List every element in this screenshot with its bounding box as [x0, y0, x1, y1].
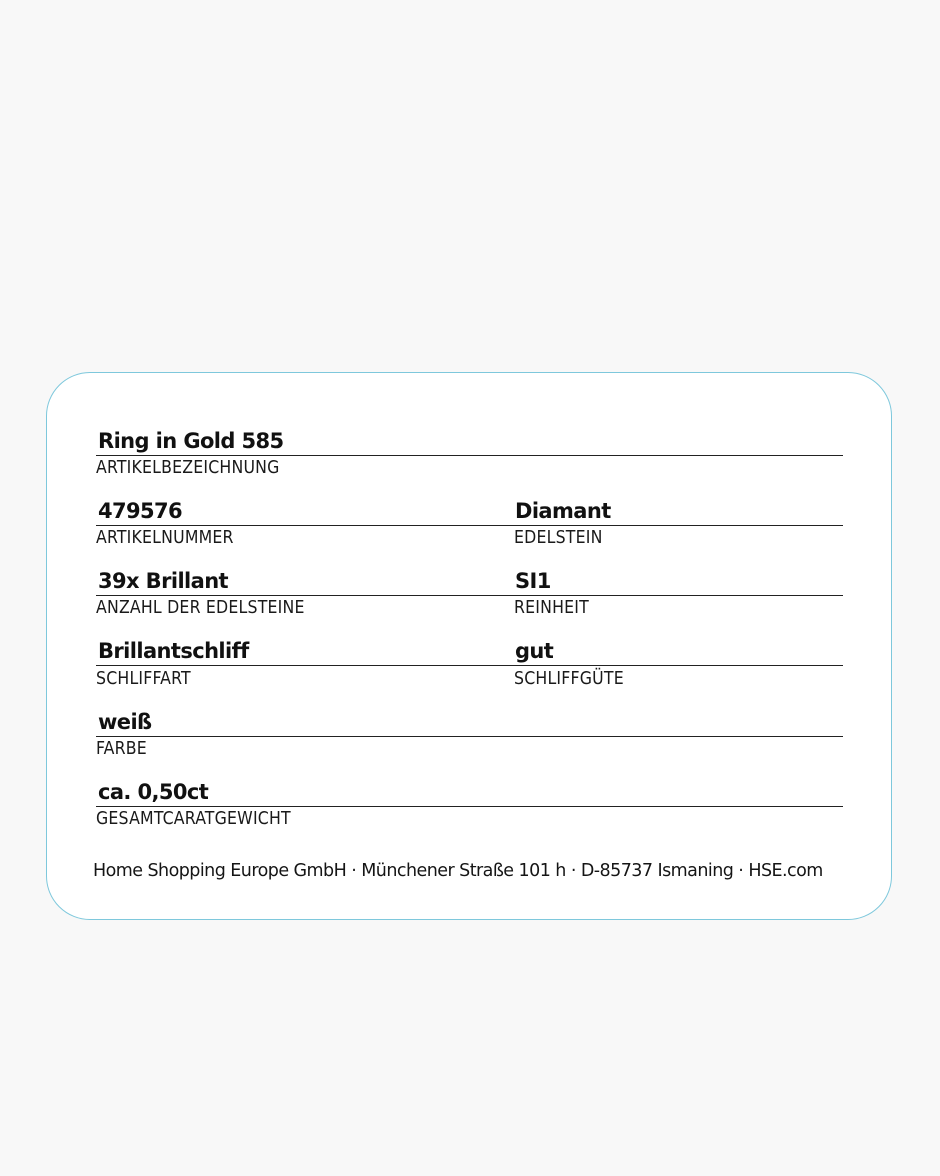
- gemstone-count-field: [96, 560, 514, 596]
- divider: [96, 806, 843, 808]
- color-field: [96, 700, 843, 737]
- cut-quality-value: gut: [515, 639, 554, 663]
- article-name-value: Ring in Gold 585: [98, 429, 284, 453]
- clarity-value: SI1: [515, 569, 551, 593]
- divider: [96, 665, 514, 667]
- divider: [514, 665, 843, 667]
- divider: [96, 595, 514, 597]
- cut-type-field: [96, 630, 514, 666]
- total-carat-value: ca. 0,50ct: [98, 780, 209, 804]
- cut-type-value: Brillantschliff: [98, 639, 249, 663]
- article-number-label: ARTIKELNUMMER: [96, 528, 234, 548]
- total-carat-field: [96, 771, 843, 807]
- divider: [96, 525, 514, 527]
- gemstone-label: EDELSTEIN: [514, 528, 603, 548]
- gemstone-value: Diamant: [515, 499, 611, 523]
- divider: [96, 455, 843, 457]
- clarity-label: REINHEIT: [514, 598, 589, 618]
- divider: [514, 595, 843, 597]
- color-label: FARBE: [96, 739, 147, 759]
- cut-type-label: SCHLIFFART: [96, 669, 191, 689]
- company-footer: Home Shopping Europe GmbH · Münchener Straße 101 h · D-85737 Ismaning · HSE.com: [93, 861, 823, 881]
- total-carat-label: GESAMTCARATGEWICHT: [96, 809, 291, 829]
- color-value: weiß: [98, 710, 152, 734]
- divider: [514, 525, 843, 527]
- gemstone-field: [514, 490, 843, 526]
- clarity-field: [514, 560, 843, 596]
- article-name-label: ARTIKELBEZEICHNUNG: [96, 458, 280, 478]
- article-number-field: [96, 490, 514, 526]
- article-name-field: [96, 420, 843, 456]
- gemstone-count-label: ANZAHL DER EDELSTEINE: [96, 598, 305, 618]
- cut-quality-label: SCHLIFFGÜTE: [514, 669, 624, 689]
- gemstone-count-value: 39x Brillant: [98, 569, 228, 593]
- article-number-value: 479576: [98, 499, 183, 523]
- cut-quality-field: [514, 630, 843, 666]
- divider: [96, 736, 843, 738]
